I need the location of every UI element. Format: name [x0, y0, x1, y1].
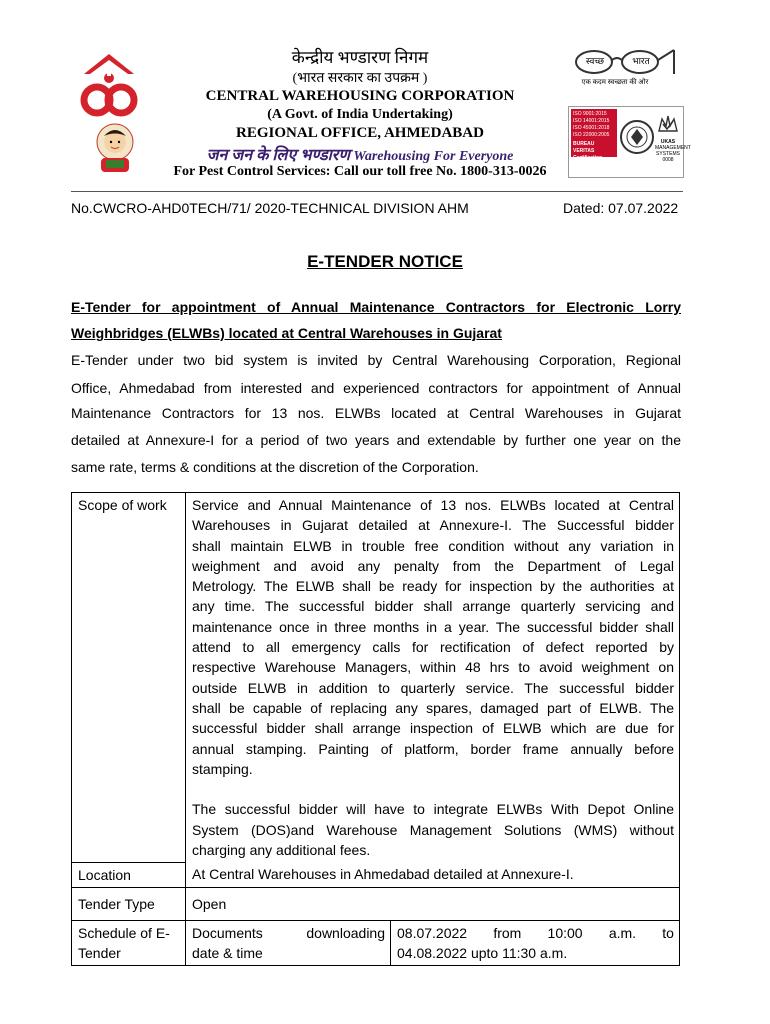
- location-row: [72, 862, 680, 887]
- schedule-from: from: [493, 924, 522, 941]
- reference-date: Dated: 07.07.2022: [563, 200, 679, 216]
- toll-free-line: For Pest Control Services: Call our toll free No. 1800-313-0026: [173, 164, 547, 179]
- body-line-5: same rate, terms & conditions at the discretion of the Corporation.: [71, 459, 479, 475]
- govt-undertaking: (A Govt. of India Undertaking): [267, 107, 453, 122]
- location-value: At Central Warehouses in Ahmedabad detailed at Annexure-I.: [186, 862, 680, 887]
- tender-details-table: [71, 492, 680, 966]
- scope-line: stamping.: [192, 760, 253, 777]
- scope-line: attend to all emergency calls for rectification of defect reported by: [192, 639, 674, 656]
- tagline-hindi: जन जन के लिए भण्डारण: [206, 147, 350, 164]
- scope-spacer: [192, 779, 674, 799]
- cwc-logo: [80, 52, 138, 120]
- body-line-2: Office, Ahmedabad from interested and experienced contractors for appointment of Annual: [71, 380, 681, 396]
- body-line-1: E-Tender under two bid system is invited by Central Warehousing Corporation, Regional: [71, 352, 681, 368]
- scope-line: Warehouses in Gujarat detailed at Annexure-I. The Successful bidder: [192, 517, 674, 534]
- scope-line: shall be capable of replacing any spares, damaged part of ELWB. The: [192, 699, 674, 716]
- bureau-veritas-label: BUREAU VERITAS: [573, 141, 595, 154]
- hindi-org-subtitle: (भारत सरकार का उपक्रम ): [292, 71, 428, 86]
- scope-line: any time. The successful bidder shall arrange quarterly servicing and: [192, 598, 674, 615]
- tender-type-label: Tender Type: [72, 887, 186, 920]
- regional-office: REGIONAL OFFICE, AHMEDABAD: [236, 125, 484, 141]
- scope-line: respective Warehouse Managers, within 48 hrs to avoid weighment on: [192, 659, 674, 676]
- reference-number: No.CWCRO-AHD0TECH/71/ 2020-TECHNICAL DIVISION AHM: [71, 200, 469, 216]
- schedule-row: [72, 920, 680, 965]
- scope-label: Scope of work: [72, 493, 186, 863]
- scope-line: outside ELWB in addition to quarterly service. The successful bidder: [192, 679, 674, 696]
- ukas-crown-icon: [657, 113, 679, 137]
- subject-line-1: E-Tender for appointment of Annual Maintenance Contractors for Electronic Lorry: [71, 299, 681, 315]
- scope-extra-line: The successful bidder will have to integrate ELWBs With Depot Online: [192, 801, 674, 818]
- schedule-sub-label: [186, 920, 391, 965]
- schedule-start-time: 10:00: [547, 924, 583, 941]
- certification-logo: [568, 106, 691, 178]
- body-line-3: Maintenance Contractors for 13 nos. ELWBs located at Central Warehouses in Gujarat: [71, 405, 681, 421]
- schedule-label-line-2: Tender: [78, 944, 121, 961]
- ukas-management: MANAGEMENT: [655, 145, 691, 151]
- bharat-word: भारत: [632, 56, 650, 66]
- schedule-documents: Documents: [192, 924, 263, 941]
- iso-22000: ISO 22000:2005: [573, 132, 610, 138]
- iso-panel: [571, 109, 617, 161]
- mascot-logo: [92, 122, 138, 176]
- org-name: CENTRAL WAREHOUSING CORPORATION: [205, 88, 515, 104]
- scope-line: annual stamping. Painting of platform, border frame annually before: [192, 740, 674, 757]
- hindi-org-name: केन्द्रीय भण्डारण निगम: [291, 48, 429, 67]
- notice-title: E-TENDER NOTICE: [307, 252, 463, 271]
- scope-row: [72, 493, 680, 863]
- schedule-label: [72, 920, 186, 965]
- schedule-value: [391, 920, 680, 965]
- iso-9001: ISO 9001:2015: [573, 111, 607, 117]
- scope-line: weighment and avoid any penalty from the Department of Legal: [192, 557, 674, 574]
- tender-type-value: Open: [186, 887, 680, 920]
- tagline-english: Warehousing For Everyone: [353, 149, 514, 164]
- scope-line: shall maintain ELWB in trouble free condition without any variation in: [192, 537, 674, 554]
- location-label: Location: [72, 862, 186, 887]
- swachh-bharat-logo: [570, 46, 680, 92]
- tender-type-row: [72, 887, 680, 920]
- subject-line-2: Weighbridges (ELWBs) located at Central Warehouses in Gujarat: [71, 325, 502, 341]
- iso-45001: ISO 45001:2018: [573, 125, 610, 131]
- tagline: [150, 143, 570, 165]
- scope-extra-line: System (DOS)and Warehouse Management Solutions (WMS) without: [192, 821, 674, 838]
- schedule-label-line-1: Schedule of E-: [78, 924, 170, 941]
- schedule-start-date: 08.07.2022: [397, 924, 468, 941]
- header-divider: [71, 191, 683, 192]
- scope-value: [186, 493, 680, 863]
- schedule-end: 04.08.2022 upto 11:30 a.m.: [397, 944, 568, 961]
- swachh-caption: एक कदम स्वच्छता की ओर: [581, 78, 649, 86]
- bv-certification-label: Certification: [573, 155, 603, 161]
- ukas-number: 0008: [662, 157, 674, 163]
- schedule-to: to: [662, 924, 674, 941]
- ukas-label: UKAS: [660, 139, 676, 145]
- ukas-systems: SYSTEMS: [656, 151, 680, 157]
- schedule-downloading: downloading: [306, 924, 385, 941]
- scope-line: maintenance once in three months in a year. The successful bidder shall: [192, 618, 674, 635]
- scope-line: Service and Annual Maintenance of 13 nos. ELWBs located at Central: [192, 497, 674, 513]
- swachh-word: स्वच्छ: [585, 56, 605, 66]
- scope-extra-line: charging any additional fees.: [192, 842, 371, 859]
- scope-line: successful bidder shall arrange inspection of ELWB which are due for: [192, 720, 674, 737]
- body-line-4: detailed at Annexure-I for a period of two years and extendable by further one year on the: [71, 432, 681, 448]
- scope-line: Metrology. The ELWB shall be ready for inspection by the authorities at: [192, 578, 674, 595]
- schedule-date-time: date & time: [192, 944, 263, 961]
- schedule-am: a.m.: [608, 924, 637, 941]
- bureau-veritas-seal-icon: [619, 111, 655, 173]
- iso-14001: ISO 14001:2015: [573, 118, 610, 124]
